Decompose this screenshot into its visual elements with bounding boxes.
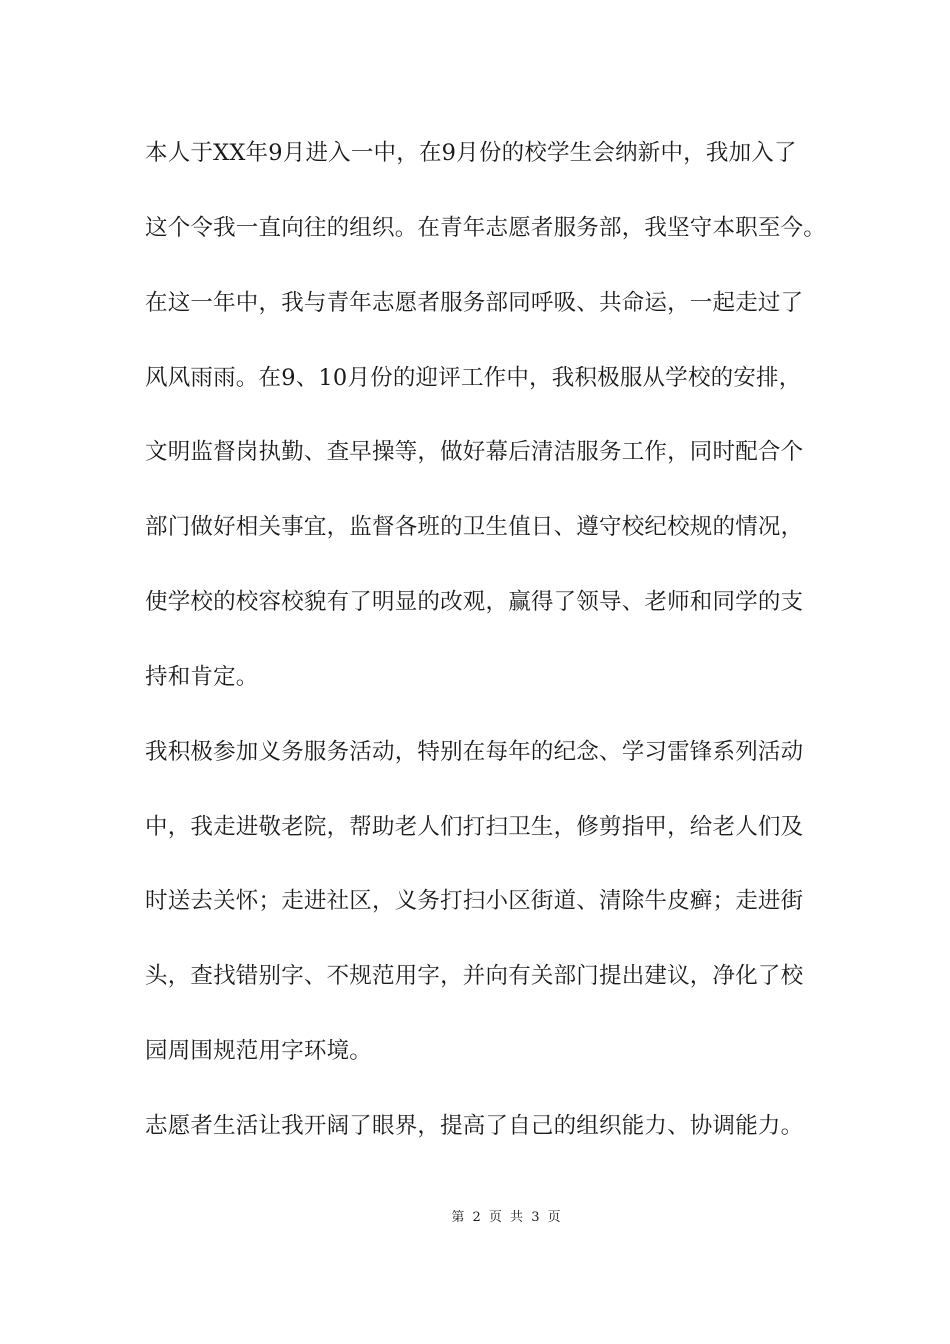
paragraph-line: 中，我走进敬老院，帮助老人们打扫卫生，修剪指甲，给老人们及 [145,814,804,840]
paragraph-line: 时送去关怀；走进社区，义务打扫小区街道、清除牛皮癣；走进街 [145,888,804,914]
paragraph-line: 文明监督岗执勤、查早操等，做好幕后清洁服务工作，同时配合个 [145,439,804,465]
paragraph-line: 志愿者生活让我开阔了眼界，提高了自己的组织能力、协调能力。 [145,1113,804,1139]
paragraph-line: 本人于XX年9月进入一中，在9月份的校学生会纳新中，我加入了 [145,140,797,166]
paragraph-line: 风风雨雨。在9、10月份的迎评工作中，我积极服从学校的安排， [145,365,802,391]
paragraph-line: 这个令我一直向往的组织。在青年志愿者服务部，我坚守本职至今。 [145,215,827,241]
paragraph-line: 部门做好相关事宜，监督各班的卫生值日、遵守校纪校规的情况， [145,514,804,540]
paragraph-line: 持和肯定。 [145,664,259,690]
paragraph-line: 使学校的校容校貌有了明显的改观，赢得了领导、老师和同学的支 [145,589,804,615]
paragraph-line: 园周围规范用字环境。 [145,1038,373,1064]
paragraph-line: 头，查找错别字、不规范用字，并向有关部门提出建议，净化了校 [145,963,804,989]
paragraph-line: 在这一年中，我与青年志愿者服务部同呼吸、共命运，一起走过了 [145,290,804,316]
paragraph-line: 我积极参加义务服务活动，特别在每年的纪念、学习雷锋系列活动 [145,739,804,765]
page-number-footer: 第 2 页 共 3 页 [451,1210,561,1225]
